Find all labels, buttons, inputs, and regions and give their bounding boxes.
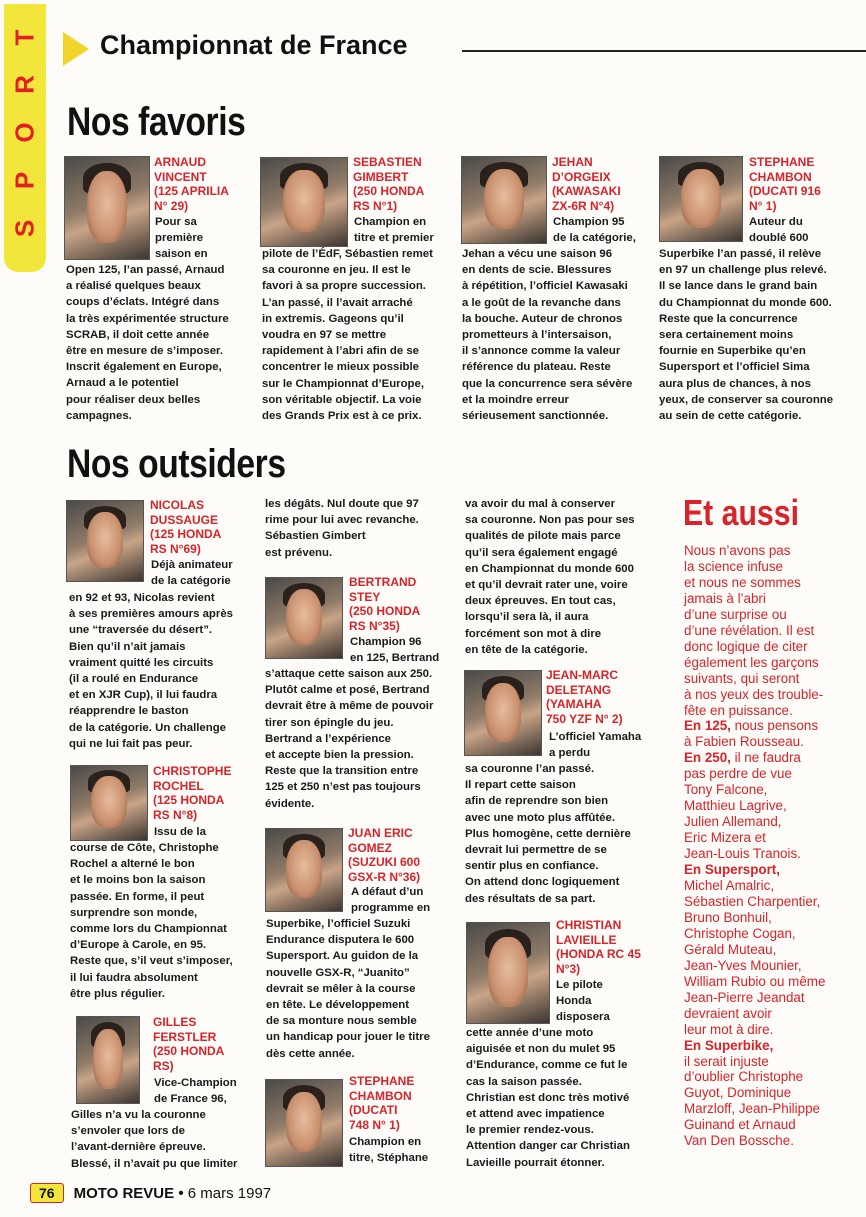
rider-photo <box>265 577 343 659</box>
aussi-line <box>684 958 844 974</box>
aussi-line <box>684 942 844 958</box>
aussi-line-text: d’une révélation. Il est <box>684 622 815 638</box>
rider-photo <box>265 828 343 912</box>
rider-text: Champion en titre, Stéphane <box>349 1136 429 1165</box>
aussi-line-text: d’oublier Christophe <box>684 1069 804 1085</box>
aussi-line <box>684 990 844 1006</box>
aussi-line <box>684 894 844 910</box>
aussi-line <box>684 798 844 814</box>
issue-date: 6 mars 1997 <box>187 1185 272 1202</box>
aussi-heading: Et aussi <box>683 492 799 533</box>
aussi-line-text: et nous ne sommes <box>684 574 801 590</box>
aussi-line-text: Christophe Cogan, <box>684 925 796 941</box>
aussi-line <box>684 687 844 703</box>
aussi-line <box>684 814 844 830</box>
rider-text: Pour sa première saison en <box>155 216 208 261</box>
rider-text: Champion 95 de la catégorie, <box>553 216 636 245</box>
aussi-line-text: il ne faudra <box>730 750 801 766</box>
aussi-line-text: il serait injuste <box>684 1053 769 1069</box>
aussi-line <box>684 1006 844 1022</box>
rider-text: pilote de l’ÉdF, Sébastien remet sa couronne en jeu. Il est le favori à sa propre succession. L’an passé, il l’avait arraché in extremis. Gageons qu’il voudra en 97 se mettre rapidement à l’abri afin de se concentrer le mieux possible sur le Championnat d’Europe, son véritable objectif. La voie des Grands Prix est à ce prix. <box>262 248 433 423</box>
magazine-name: MOTO REVUE <box>73 1185 175 1202</box>
rider-block <box>552 155 652 213</box>
footer-separator: • <box>178 1185 184 1202</box>
aussi-line-text: Marzloff, Jean-Philippe <box>684 1101 820 1117</box>
sport-letter: T <box>9 29 40 46</box>
rider-name: JUAN ERIC GOMEZ (SUZUKI 600 GSX-R N°36) <box>348 826 421 884</box>
rider-block <box>150 498 250 556</box>
aussi-line-text: également les garçons <box>684 654 819 670</box>
rider-photo <box>466 922 550 1024</box>
rider-text: A défaut d’un programme en <box>351 886 431 915</box>
rider-block <box>749 155 849 213</box>
aussi-line <box>684 639 844 655</box>
favoris-heading: Nos favoris <box>67 100 246 144</box>
rider-text: Superbike, l’officiel Suzuki Endurance disputera le 600 Supersport. Au guidon de la nouvelle GSX-R, “Juanito” devrait se mêler à la course en tête. Le développement de sa monture nous semble un handicap pour jouer le titre dès cette année. <box>266 918 430 1060</box>
sport-letter: P <box>9 171 40 190</box>
rider-text: Le pilote Honda disposera <box>556 979 610 1024</box>
aussi-line <box>684 878 844 894</box>
aussi-line-text: suivants, qui seront <box>684 670 800 686</box>
aussi-line <box>684 1022 844 1038</box>
aussi-line-text: d’une surprise ou <box>684 606 787 622</box>
section-title: Championnat de France <box>100 30 408 60</box>
rider-photo <box>70 765 148 841</box>
aussi-line-text: Jean-Yves Mounier, <box>684 957 802 973</box>
aussi-line <box>684 926 844 942</box>
rider-block <box>546 668 656 726</box>
sport-letter: S <box>9 219 40 238</box>
rider-name: CHRISTOPHE ROCHEL (125 HONDA RS N°8) <box>153 764 232 822</box>
aussi-line <box>684 543 844 559</box>
aussi-line <box>684 703 844 719</box>
rider-name: CHRISTIAN LAVIEILLE (HONDA RC 45 N°3) <box>556 918 641 976</box>
aussi-line-text: nous pensons <box>730 718 819 734</box>
aussi-line <box>684 1054 844 1070</box>
aussi-text <box>684 543 844 1149</box>
aussi-category: En 125, <box>684 718 731 734</box>
rider-block <box>556 918 656 976</box>
aussi-line-text: Matthieu Lagrive, <box>684 798 787 814</box>
rider-name: STEPHANE CHAMBON (DUCATI 748 N° 1) <box>349 1074 415 1132</box>
aussi-line <box>684 750 844 766</box>
aussi-line-text: Van Den Bossche. <box>684 1133 794 1149</box>
aussi-category: En Supersport, <box>684 862 780 878</box>
rider-block <box>348 826 448 884</box>
title-arrow-icon <box>63 32 89 66</box>
rider-text: Auteur du doublé 600 <box>749 216 809 245</box>
rider-text: les dégâts. Nul doute que 97 rime pour lui avec revanche. Sébastien Gimbert est prévenu. <box>265 498 419 559</box>
rider-text: Gilles n’a vu la couronne s’envoler que lors de l’avant-dernière épreuve. Blessé, il n’avait pu que limiter <box>71 1109 238 1170</box>
aussi-line <box>684 575 844 591</box>
aussi-line-text: pas perdre de vue <box>684 766 792 782</box>
outsiders-heading: Nos outsiders <box>67 442 286 486</box>
rider-text: va avoir du mal à conserver sa couronne. Non pas pour ses qualités de pilote mais parce qu’il sera également engagé en Championnat du monde 600 et qu’il devrait rater une, voire deux épreuves. En tout cas, lorsqu’il sera là, il aura forcément son mot à dire en tête de la catégorie. <box>465 498 635 656</box>
aussi-line <box>684 910 844 926</box>
aussi-line-text: Tony Falcone, <box>684 782 768 798</box>
aussi-line-text: Gérald Muteau, <box>684 941 777 957</box>
rider-text: Open 125, l’an passé, Arnaud a réalisé quelques beaux coups d’éclats. Intégré dans la très expérimentée structure SCRAB, il doit cette année être en mesure de s’imposer. Inscrit également en Europe, Arnaud a le potentiel pour réaliser deux belles campagnes. <box>66 264 229 422</box>
aussi-line <box>684 718 844 734</box>
page-number: 76 <box>30 1183 64 1203</box>
rider-name: JEAN-MARC DELETANG (YAMAHA 750 YZF N° 2) <box>546 668 623 726</box>
aussi-line-text: la science infuse <box>684 558 783 574</box>
aussi-line-text: leur mot à dire. <box>684 1021 774 1037</box>
aussi-line-text: à Fabien Rousseau. <box>684 734 804 750</box>
rider-block <box>153 1015 253 1073</box>
rider-photo <box>461 156 547 244</box>
aussi-line-text: Sébastien Charpentier, <box>684 893 821 909</box>
aussi-line <box>684 1101 844 1117</box>
aussi-line-text: à nos yeux des trouble- <box>684 686 824 702</box>
rider-text: s’attaque cette saison aux 250. Plutôt calme et posé, Bertrand devrait être à même de pouvoir tirer son épingle du jeu. Bertrand a l’expérience et accepte bien la pression. Reste que la transition entre 125 et 250 n’est pas toujours évidente. <box>265 668 434 810</box>
aussi-line-text: William Rubio ou même <box>684 973 826 989</box>
rider-block <box>153 764 253 822</box>
rider-name: NICOLAS DUSSAUGE (125 HONDA RS N°69) <box>150 498 222 556</box>
rider-text: en 92 et 93, Nicolas revient à ses premières amours après une “traversée du désert”. Bien qu’il n’ait jamais vraiment quitté les circuits (il a roulé en Endurance et en XJR Cup), il lui faudra réapprendre le baston de la catégorie. Un challenge qui ne lui fait pas peur. <box>69 592 233 750</box>
page-footer <box>30 1183 271 1203</box>
rider-name: JEHAN D’ORGEIX (KAWASAKI ZX-6R N°4) <box>552 155 621 213</box>
rider-photo <box>64 156 150 260</box>
rider-name: SEBASTIEN GIMBERT (250 HONDA RS N°1) <box>353 155 425 213</box>
rider-photo <box>260 157 348 247</box>
aussi-line-text: Julien Allemand, <box>684 814 782 830</box>
aussi-line <box>684 1069 844 1085</box>
aussi-line <box>684 734 844 750</box>
aussi-line <box>684 974 844 990</box>
rider-block <box>353 155 453 213</box>
rider-text: Champion en titre et premier <box>354 216 434 245</box>
sport-section-tab <box>4 4 46 272</box>
aussi-line-text: devraient avoir <box>684 1005 772 1021</box>
rider-block <box>154 155 254 213</box>
aussi-line <box>684 1085 844 1101</box>
rider-text: Jehan a vécu une saison 96 en dents de scie. Blessures à répétition, l’officiel Kawasaki a le goût de la revanche dans la bouche. Auteur de chronos prometteurs à l’intersaison, il s’annonce comme la valeur référence du plateau. Reste que la concurrence sera sévère et la moindre erreur sérieusement sanctionnée. <box>462 248 633 423</box>
aussi-category: En 250, <box>684 750 731 766</box>
rider-text: Superbike l’an passé, il relève en 97 un challenge plus relevé. Il se lance dans le grand bain du Championnat du monde 600. Reste que la concurrence sera certainement moins fournie en Superbike qu’en Supersport et l’officiel Sima aura plus de chances, à nos yeux, de conserver sa couronne au sein de cette catégorie. <box>659 248 834 423</box>
rider-text: Issu de la <box>154 826 206 838</box>
sport-letter: O <box>9 122 40 143</box>
aussi-line <box>684 591 844 607</box>
aussi-line-text: Bruno Bonhuil, <box>684 909 772 925</box>
rider-text: Champion 96 en 125, Bertrand <box>350 636 440 665</box>
aussi-line <box>684 830 844 846</box>
aussi-line-text: Michel Amalric, <box>684 878 775 894</box>
aussi-line-text: fête en puissance. <box>684 702 793 718</box>
aussi-line <box>684 766 844 782</box>
aussi-line <box>684 862 844 878</box>
aussi-category: En Superbike, <box>684 1037 774 1053</box>
rider-photo <box>464 670 542 756</box>
aussi-line-text: donc logique de citer <box>684 638 808 654</box>
rider-name: GILLES FERSTLER (250 HONDA RS) <box>153 1015 225 1073</box>
rider-photo <box>659 156 743 242</box>
aussi-line <box>684 1038 844 1054</box>
aussi-line <box>684 607 844 623</box>
aussi-line-text: jamais à l’abri <box>684 590 766 606</box>
sport-letter: R <box>9 75 40 94</box>
aussi-line <box>684 846 844 862</box>
rider-photo <box>66 500 144 582</box>
aussi-line-text: Eric Mizera et <box>684 830 766 846</box>
rider-block <box>349 1074 449 1132</box>
aussi-line <box>684 1117 844 1133</box>
aussi-line-text: Guinand et Arnaud <box>684 1117 796 1133</box>
aussi-line <box>684 1133 844 1149</box>
rider-text: sa couronne l’an passé. Il repart cette saison afin de reprendre son bien avec une moto plus affûtée. Plus homogène, cette dernière devrait lui permettre de se sentir plus en confiance. On attend donc logiquement des résultats de sa part. <box>465 763 631 905</box>
rider-text: Vice-Champion de France 96, <box>154 1077 237 1106</box>
rider-text: course de Côte, Christophe Rochel a alterné le bon et le moins bon la saison passée. En forme, il peut surprendre son monde, comme lors du Championnat d’Europe à Carole, en 95. Reste que, s’il veut s’imposer, il lui faudra absolument être plus régulier. <box>70 842 233 1000</box>
aussi-line-text: Guyot, Dominique <box>684 1085 792 1101</box>
aussi-line <box>684 671 844 687</box>
title-rule <box>462 50 866 52</box>
rider-name: STEPHANE CHAMBON (DUCATI 916 N° 1) <box>749 155 821 213</box>
rider-name: BERTRAND STEY (250 HONDA RS N°35) <box>349 575 421 633</box>
aussi-line <box>684 782 844 798</box>
rider-photo <box>76 1016 140 1104</box>
rider-block <box>349 575 449 633</box>
aussi-line-text: Nous n’avons pas <box>684 543 791 558</box>
aussi-line <box>684 559 844 575</box>
aussi-line <box>684 655 844 671</box>
rider-name: ARNAUD VINCENT (125 APRILIA N° 29) <box>154 155 229 213</box>
aussi-line-text: Jean-Pierre Jeandat <box>684 989 805 1005</box>
rider-text: Déjà animateur de la catégorie <box>151 559 233 588</box>
rider-photo <box>265 1079 343 1167</box>
rider-text: L’officiel Yamaha a perdu <box>549 731 642 760</box>
aussi-line <box>684 623 844 639</box>
rider-text: cette année d’une moto aiguisée et non du mulet 95 d’Endurance, comme ce fut le cas la saison passée. Christian est donc très motivé et attend avec impatience le premier rendez-vous. Attention danger car Christian Lavieille pourrait étonner. <box>466 1027 630 1169</box>
aussi-line-text: Jean-Louis Tranois. <box>684 846 801 862</box>
